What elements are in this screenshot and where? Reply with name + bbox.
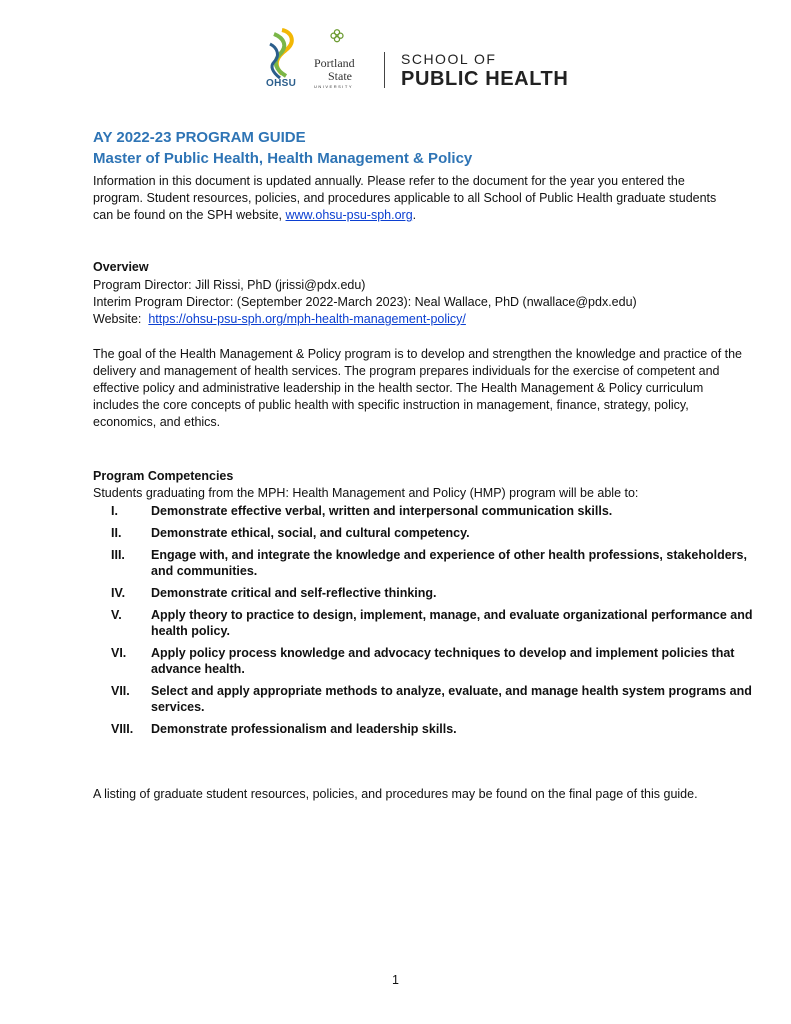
program-title: Master of Public Health, Health Management & Policy <box>93 150 473 167</box>
psu-logo-icon <box>312 28 362 58</box>
ohsu-logo-icon <box>262 26 302 84</box>
page-header <box>262 26 582 98</box>
competency-text: Select and apply appropriate methods to analyze, evaluate, and manage health system programs and services. <box>151 684 752 714</box>
competency-item <box>93 503 763 519</box>
competency-number: VIII. <box>111 722 134 736</box>
program-director: Program Director: Jill Rissi, PhD (jrissi@pdx.edu) <box>93 278 366 292</box>
competency-text: Apply policy process knowledge and advocacy techniques to develop and implement policies that advance health. <box>151 646 735 676</box>
public-health-label: PUBLIC HEALTH <box>401 68 569 90</box>
competency-item <box>93 547 763 579</box>
competency-item <box>93 607 763 639</box>
competency-number: VII. <box>111 684 130 698</box>
competency-item <box>93 683 763 715</box>
sph-website-link[interactable]: www.ohsu-psu-sph.org <box>285 208 413 222</box>
psu-name-line1: Portland <box>314 56 355 70</box>
intro-paragraph <box>93 173 733 224</box>
competency-number: II. <box>111 526 122 540</box>
competency-item <box>93 585 763 601</box>
program-website-link[interactable]: https://ohsu-psu-sph.org/mph-health-management-policy/ <box>148 312 466 326</box>
goal-paragraph: The goal of the Health Management & Policy program is to develop and strengthen the knowledge and practice of the delivery and management of health services. The program prepares individuals for the exercise of competent and effective policy and administrative leadership in the health sector. The Health Management & Policy curriculum includes the core concepts of public health with specific instruction in management, finance, strategy, policy, economics, and ethics. <box>93 347 743 429</box>
guide-title: AY 2022-23 PROGRAM GUIDE <box>93 129 306 146</box>
intro-after: . <box>412 208 417 222</box>
psu-name-line3: UNIVERSITY <box>314 84 354 89</box>
header-divider <box>384 52 385 88</box>
competency-item <box>93 645 763 677</box>
competency-text: Engage with, and integrate the knowledge and experience of other health professions, stakeholders, and communities. <box>151 548 747 578</box>
website-label: Website: <box>93 312 149 326</box>
listing-note: A listing of graduate student resources, policies, and procedures may be found on the final page of this guide. <box>93 787 698 801</box>
competency-text: Demonstrate ethical, social, and cultural competency. <box>151 526 470 540</box>
competency-number: III. <box>111 548 125 562</box>
website-line <box>93 311 466 328</box>
ohsu-label: OHSU <box>266 78 297 89</box>
competency-text: Demonstrate effective verbal, written and interpersonal communication skills. <box>151 504 613 518</box>
competency-number: V. <box>111 608 122 622</box>
page-number: 1 <box>392 973 399 987</box>
competency-item <box>93 721 763 737</box>
competency-list <box>93 503 763 743</box>
competency-number: IV. <box>111 586 126 600</box>
school-of-label: SCHOOL OF <box>401 51 497 67</box>
competency-item <box>93 525 763 541</box>
competency-number: I. <box>111 504 118 518</box>
overview-heading: Overview <box>93 260 149 274</box>
competencies-intro: Students graduating from the MPH: Health Management and Policy (HMP) program will be able to: <box>93 486 639 500</box>
competency-text: Apply theory to practice to design, implement, manage, and evaluate organizational performance and health policy. <box>151 608 753 638</box>
competency-text: Demonstrate professionalism and leadership skills. <box>151 722 457 736</box>
competency-text: Demonstrate critical and self-reflective thinking. <box>151 586 437 600</box>
competencies-heading: Program Competencies <box>93 469 234 483</box>
interim-director: Interim Program Director: (September 2022-March 2023): Neal Wallace, PhD (nwallace@pdx.edu) <box>93 295 637 309</box>
intro-text: Information in this document is updated annually. Please refer to the document for the year you entered the program. Student resources, policies, and procedures applicable to all School of Public Health graduate students can be found on the SPH website, <box>93 174 717 222</box>
competency-number: VI. <box>111 646 127 660</box>
psu-name-line2: State <box>328 69 352 83</box>
